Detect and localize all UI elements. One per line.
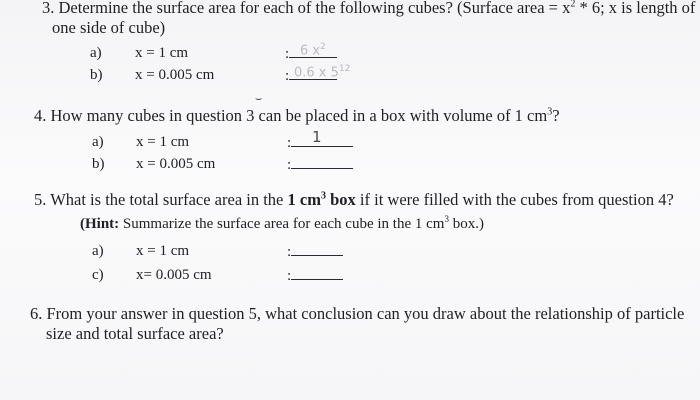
q5-a-answer[interactable]: : <box>287 243 343 261</box>
q3-a-answer[interactable]: : <box>285 45 337 63</box>
q5-text: 5. What is the total surface area in the 1 $cm^3$ box if it were filled with the cubes from question 4? <box>34 190 674 209</box>
q5-hint: (Hint: Summarize the surface area for each cube in the 1 $cm^3$ box.) <box>80 214 484 232</box>
q3-b-expr: x = 0.005 cm <box>135 67 215 83</box>
q5-a-expr: x = 1 cm <box>136 243 190 259</box>
q4-b-label: b) <box>92 156 105 172</box>
q4-text: 4. How many cubes in question 3 can be placed in a box with volume of 1 $cm^3$? <box>34 106 560 125</box>
q3-a-label: a) <box>90 45 102 61</box>
q3-b-answer[interactable]: : <box>285 67 337 85</box>
q4-b-expr: x = 0.005 cm <box>136 156 216 172</box>
q3-b-handwriting: 0.6 x $5^{12}$ <box>294 64 351 81</box>
q4-a-label: a) <box>92 134 104 150</box>
q4-a-answer[interactable]: : <box>287 134 353 152</box>
q4-a-handwriting: 1 <box>312 128 322 146</box>
q6-line2: size and total surface area? <box>46 324 224 343</box>
q3-a-expr: x = 1 cm <box>135 45 189 61</box>
pen-mark-icon: ⌣ <box>255 92 263 105</box>
q6-line1: 6. From your answer in question 5, what conclusion can you draw about the relationship of particle <box>30 304 685 323</box>
q5-c-label: c) <box>92 267 104 283</box>
q3-line1: 3. Determine the surface area for each of the following cubes? (Surface area = $x^2 * 6$; x is length of <box>42 0 696 17</box>
q5-c-answer[interactable]: : <box>287 267 343 285</box>
q3-a-handwriting: 6 $x^2$ <box>300 42 326 59</box>
q4-a-expr: x = 1 cm <box>136 134 190 150</box>
q3-line2: one side of cube) <box>52 18 166 37</box>
q3-b-label: b) <box>90 67 103 83</box>
q4-b-answer[interactable]: : <box>287 156 353 174</box>
q5-c-expr: x= 0.005 cm <box>136 267 212 283</box>
q5-a-label: a) <box>92 243 104 259</box>
